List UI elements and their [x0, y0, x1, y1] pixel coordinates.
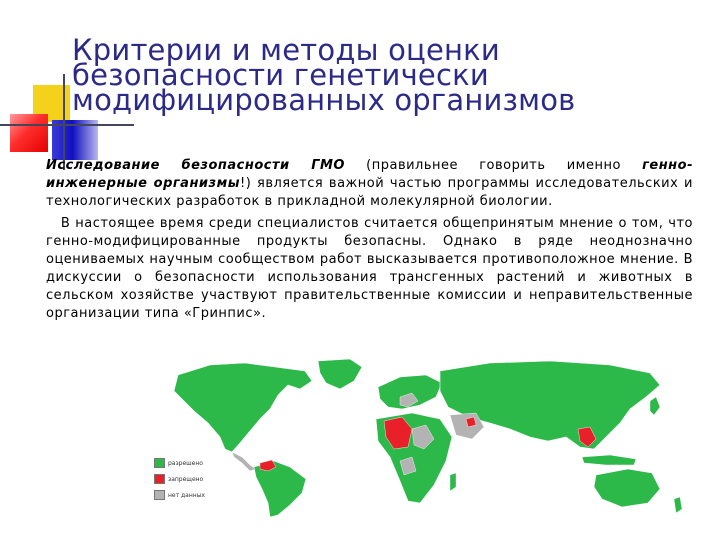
- madagascar-landmass: [450, 473, 456, 491]
- paragraph-1-part-2: (правильнее говорить именно: [344, 158, 643, 173]
- legend-swatch-allowed: [154, 458, 165, 468]
- greenland-landmass: [318, 359, 362, 389]
- indonesia-landmass: [582, 455, 636, 465]
- paragraph-2-text: В настоящее время среди специалистов считается общепринятым мнение о том, что генно-модифицированные продукты безопасны. Однако в ряде неоднозначно оцениваемых научным сообществом работ высказывается противоположное мнение. В дискуссии о безопасности использования трансгенных растений и животных в сельском хозяйстве участвуют правительственные комиссии и неправительственные организации типа «Гринпис».: [46, 216, 693, 321]
- decor-horizontal-line: [0, 124, 134, 126]
- paragraph-1-lead: Исследование безопасности ГМО: [46, 158, 345, 173]
- slide-body: [46, 157, 693, 327]
- title-line-1: Критерии и методы оценки: [72, 33, 500, 67]
- world-gmo-map: [150, 357, 695, 517]
- map-legend: [154, 455, 205, 503]
- legend-label-banned: запрещено: [168, 475, 204, 483]
- central-america-nodata: [232, 452, 256, 471]
- middle-east-banned: [466, 417, 476, 427]
- decor-blue-square: [52, 120, 98, 160]
- title-line-3: модифицированных организмов: [72, 83, 576, 117]
- japan-landmass: [650, 397, 660, 415]
- legend-item-banned: [154, 471, 205, 487]
- legend-item-nodata: [154, 487, 205, 503]
- decor-red-square: [10, 114, 48, 152]
- paragraph-1-bold-term: генно-инженерные организмы: [46, 158, 693, 191]
- legend-label-nodata: нет данных: [168, 491, 205, 499]
- slide-title: [72, 33, 692, 117]
- new-zealand-landmass: [674, 497, 682, 513]
- north-america-landmass: [174, 363, 312, 452]
- decor-vertical-line: [63, 74, 65, 170]
- legend-item-allowed: [154, 455, 205, 471]
- legend-swatch-nodata: [154, 490, 165, 500]
- legend-swatch-banned: [154, 474, 165, 484]
- legend-label-allowed: разрешено: [168, 459, 203, 467]
- title-line-2: безопасности генетически: [72, 58, 489, 92]
- australia-landmass: [594, 469, 660, 507]
- paragraph-2: [46, 215, 693, 323]
- paragraph-1: [46, 157, 693, 211]
- paragraph-1-part-3: !) является важной частью программы исследовательских и технологических разработок в прикладной молекулярной биологии.: [46, 176, 694, 209]
